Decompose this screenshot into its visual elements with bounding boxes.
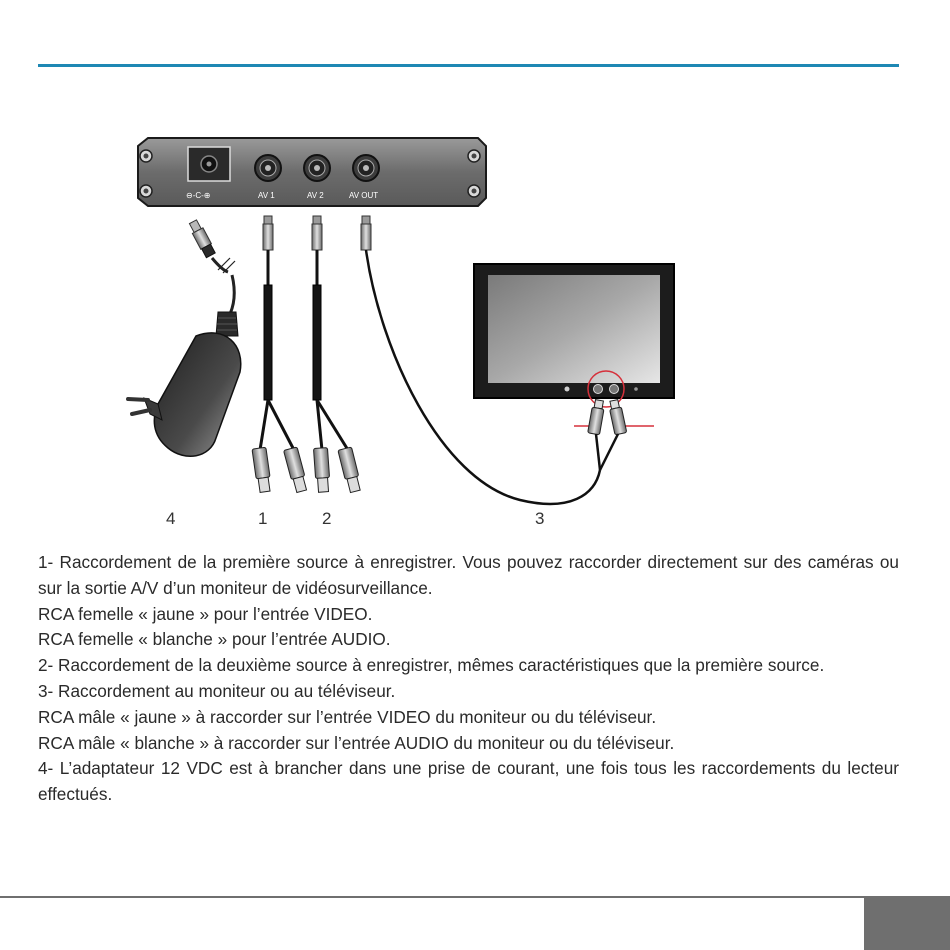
paragraph-1: 1- Raccordement de la première source à enregistrer. Vous pouvez raccorder directement sur des caméras ou sur la sortie A/V d’un moniteur de vidéosurveillance. (38, 552, 899, 598)
paragraph-4: 2- Raccordement de la deuxième source à enregistrer, mêmes caractéristiques que la première source. (38, 655, 825, 676)
paragraph-6: RCA mâle « jaune » à raccorder sur l’entrée VIDEO du moniteur ou du téléviseur. (38, 706, 657, 727)
monitor-rca-plug-right (608, 399, 627, 435)
dc-power-socket (188, 147, 230, 181)
av2-jack (304, 155, 330, 181)
callout-2: 2 (322, 509, 332, 528)
power-polarity-label: ⊖-C-⊕ (186, 191, 211, 200)
page-number-tab (864, 896, 950, 950)
cable-2-rca-yellow (313, 448, 330, 493)
power-adapter (128, 219, 241, 456)
av1-label: AV 1 (258, 191, 275, 200)
paragraph-7: RCA mâle « blanche » à raccorder sur l’entrée AUDIO du moniteur ou du téléviseur. (38, 732, 675, 753)
cable-1-rca-yellow (252, 447, 272, 493)
callout-3: 3 (535, 509, 545, 528)
callout-1: 1 (258, 509, 268, 528)
av-out-jack (353, 155, 379, 181)
av1-jack (255, 155, 281, 181)
av-out-label: AV OUT (349, 191, 379, 200)
cable-1-av1 (252, 216, 308, 493)
av2-label: AV 2 (307, 191, 324, 200)
monitor-rca-plug-left (588, 399, 606, 435)
cable-2-rca-white (338, 447, 362, 493)
paragraph-5: 3- Raccordement au moniteur ou au téléviseur. (38, 680, 396, 701)
cable-1-rca-white (284, 447, 309, 493)
dc-plug (188, 219, 216, 258)
paragraph-3: RCA femelle « blanche » pour l’entrée AUDIO. (38, 629, 391, 650)
recorder-rear-panel (138, 138, 486, 206)
footer-rule (0, 896, 864, 898)
monitor (474, 264, 674, 470)
paragraph-2: RCA femelle « jaune » pour l’entrée VIDEO. (38, 603, 373, 624)
instructions-text (38, 550, 899, 808)
cable-2-av2 (312, 216, 362, 493)
callout-4: 4 (166, 509, 176, 528)
paragraph-8: 4- L’adaptateur 12 VDC est à brancher dans une prise de courant, une fois tous les raccordements du lecteur effectués. (38, 758, 899, 805)
